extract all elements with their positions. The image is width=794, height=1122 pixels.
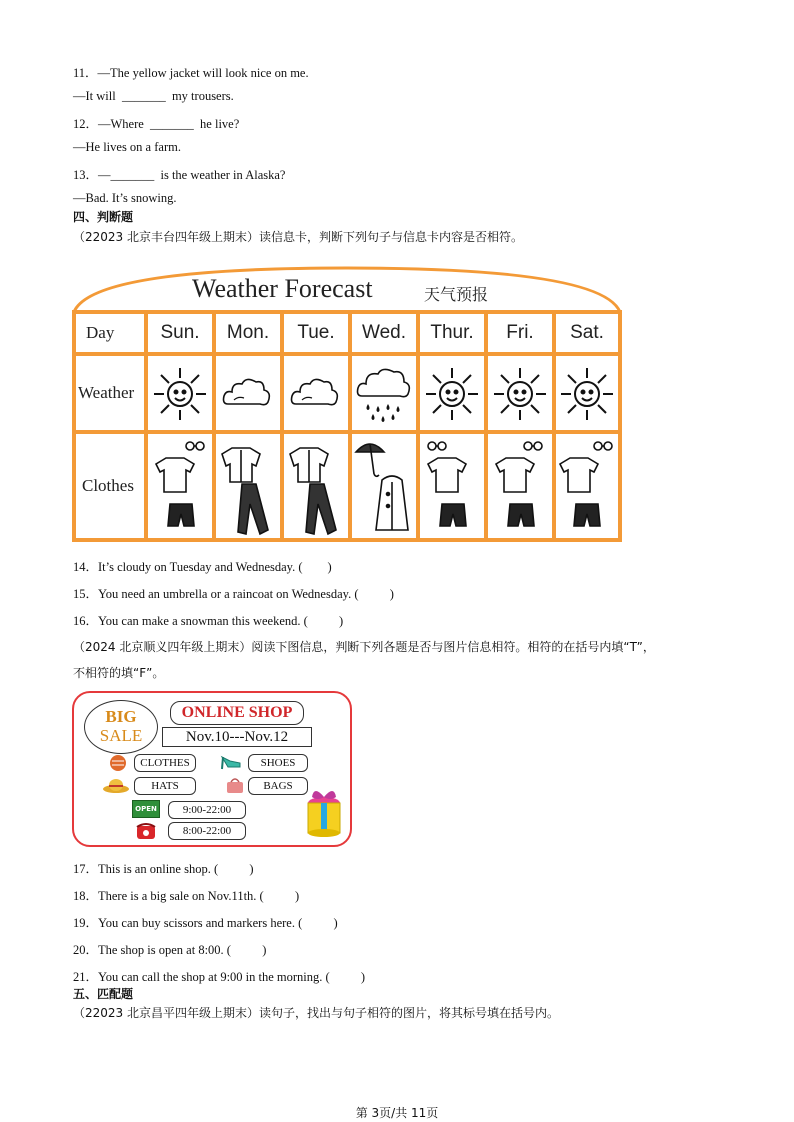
section-4-instruction-2-line2: 不相符的填“F”。 [73,666,165,680]
row-label-clothes: Clothes [72,430,148,542]
sun-icon [488,356,552,430]
cloud-icon [284,356,348,430]
sun-icon [148,356,212,430]
section-4-title: 四、判断题 [73,210,134,224]
rain-cloud-icon [352,356,416,430]
clothes-cell-tue [280,430,352,542]
clothes-cell-fri [484,430,556,542]
question-11-line: 11．—The yellow jacket will look nice on me. [73,66,309,80]
day-header-sun: Sun. [144,310,216,356]
tshirt-shorts-sunglasses-icon [488,434,552,538]
weather-cell-tue [280,352,352,434]
weather-cell-sat [552,352,622,434]
sale-dates: Nov.10---Nov.12 [162,727,312,747]
question-17: 17．This is an online shop. ( ) [73,862,254,876]
question-13-line: 13．—_______ is the weather in Alaska? [73,168,286,182]
weather-card-title: Weather Forecast [192,274,373,303]
open-sign-icon: OPEN [132,800,160,818]
weather-cell-sun [144,352,216,434]
question-20: 20．The shop is open at 8:00. ( ) [73,943,267,957]
umbrella-raincoat-icon [352,434,416,538]
weather-cell-thur [416,352,488,434]
question-19: 19．You can buy scissors and markers here. ( ) [73,916,338,930]
category-hats: HATS [134,777,196,795]
weather-cell-mon [212,352,284,434]
cloud-icon [216,356,280,430]
online-shop-title: ONLINE SHOP [170,701,304,725]
online-shop-card [72,691,352,847]
question-12-answer-line: —He lives on a farm. [73,140,181,154]
question-18: 18．There is a big sale on Nov.11th. ( ) [73,889,300,903]
telephone-icon [134,821,158,841]
day-header-tue: Tue. [280,310,352,356]
page-footer: 第 3页/共 11页 [355,1106,439,1120]
bag-icon [224,775,246,795]
hat-icon [102,776,130,794]
question-11-answer-line: —It will _______ my trousers. [73,89,234,103]
day-header-thur: Thur. [416,310,488,356]
section-5-title: 五、匹配题 [73,987,134,1001]
row-label-weather: Weather [72,352,148,434]
weather-cell-wed [348,352,420,434]
category-bags: BAGS [248,777,308,795]
section-5-instruction: （22023 北京昌平四年级上期末）读句子，找出与句子相符的图片，将其标号填在括号内。 [73,1006,559,1020]
weather-forecast-card [72,262,622,544]
question-15: 15．You need an umbrella or a raincoat on Wednesday. ( ) [73,587,394,601]
question-16: 16．You can make a snowman this weekend. ( ) [73,614,344,628]
clothes-cell-sun [144,430,216,542]
sun-icon [556,356,618,430]
day-header-wed: Wed. [348,310,420,356]
big-sale-sale: SALE [99,726,143,745]
day-header-sat: Sat. [552,310,622,356]
clothes-cell-thur [416,430,488,542]
high-heel-shoe-icon [218,751,244,771]
category-clothes: CLOTHES [134,754,196,772]
clothes-cell-wed [348,430,420,542]
row-label-day: Day [72,310,148,356]
tshirt-shorts-sunglasses-icon [148,434,212,538]
question-21: 21．You can call the shop at 9:00 in the morning. ( ) [73,970,366,984]
category-shoes: SHOES [248,754,308,772]
weather-card-title-cn: 天气预报 [424,285,489,304]
question-14: 14．It’s cloudy on Tuesday and Wednesday. ( ) [73,560,332,574]
section-4-instruction: （22023 北京丰台四年级上期末）读信息卡，判断下列句子与信息卡内容是否相符。 [73,230,523,244]
shirt-trousers-icon [284,434,348,538]
sweater-icon [106,753,130,773]
section-4-instruction-2-line1: （2024 北京顺义四年级上期末）阅读下图信息，判断下列各题是否与图片信息相符。相符的在括号内填“T”， [73,640,655,654]
sun-icon [420,356,484,430]
big-sale-badge [84,700,158,754]
clothes-cell-mon [212,430,284,542]
tshirt-shorts-sunglasses-icon [556,434,618,538]
question-13-answer-line: —Bad. It’s snowing. [73,191,177,205]
big-sale-big: BIG [105,707,137,726]
tshirt-shorts-sunglasses-icon [420,434,484,538]
question-12-line: 12．—Where _______ he live? [73,117,240,131]
day-header-mon: Mon. [212,310,284,356]
weather-cell-fri [484,352,556,434]
shirt-trousers-icon [216,434,280,538]
phone-hours: 8:00-22:00 [168,822,246,840]
day-header-fri: Fri. [484,310,556,356]
open-hours: 9:00-22:00 [168,801,246,819]
clothes-cell-sat [552,430,622,542]
gift-box-icon [304,787,344,839]
